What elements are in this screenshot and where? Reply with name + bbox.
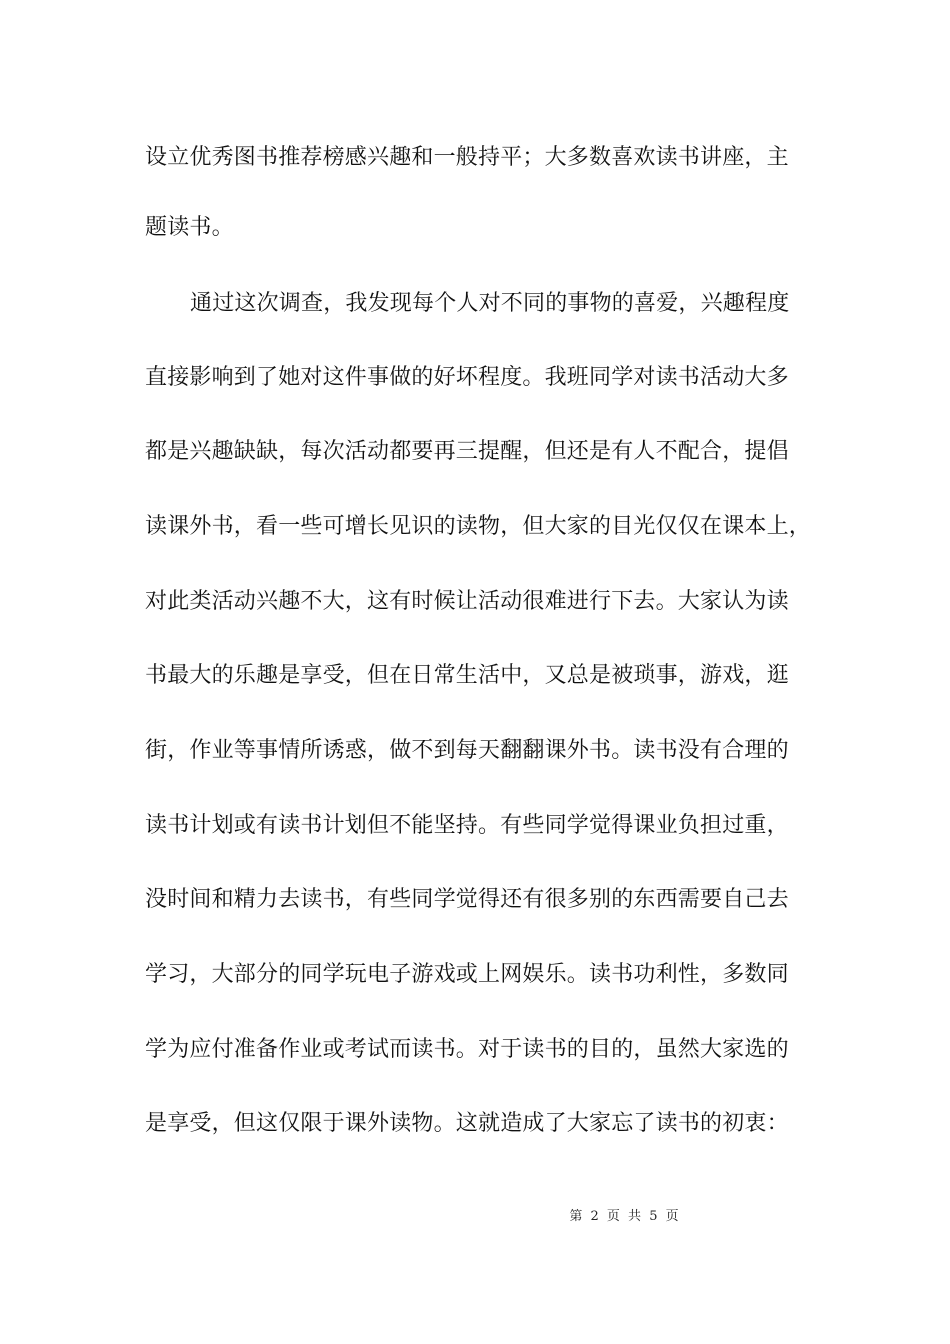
paragraph-line-1: 设立优秀图书推荐榜感兴趣和一般持平；大多数喜欢读书讲座，主 <box>145 145 789 170</box>
page-number: 第 2 页 共 5 页 <box>569 1209 681 1224</box>
page-footer <box>0 1208 950 1226</box>
paragraph-line-6: 读课外书，看一些可增长见识的读物，但大家的目光仅仅在课本上， <box>145 514 812 539</box>
paragraph-line-2: 题读书。 <box>145 215 234 240</box>
paragraph-line-14: 是享受，但这仅限于课外读物。这就造成了大家忘了读书的初衷： <box>145 1111 789 1136</box>
paragraph-line-12: 学习，大部分的同学玩电子游戏或上网娱乐。读书功利性，多数同 <box>145 962 789 987</box>
paragraph-line-11: 没时间和精力去读书，有些同学觉得还有很多别的东西需要自己去 <box>145 887 789 912</box>
paragraph-line-3: 通过这次调查，我发现每个人对不同的事物的喜爱，兴趣程度 <box>190 291 790 316</box>
paragraph-line-13: 学为应付准备作业或考试而读书。对于读书的目的，虽然大家选的 <box>145 1037 789 1062</box>
paragraph-line-10: 读书计划或有读书计划但不能坚持。有些同学觉得课业负担过重， <box>145 813 789 838</box>
paragraph-line-5: 都是兴趣缺缺，每次活动都要再三提醒，但还是有人不配合，提倡 <box>145 439 789 464</box>
paragraph-line-8: 书最大的乐趣是享受，但在日常生活中，又总是被琐事，游戏，逛 <box>145 663 789 688</box>
paragraph-line-9: 街，作业等事情所诱惑，做不到每天翻翻课外书。读书没有合理的 <box>145 738 789 763</box>
paragraph-line-7: 对此类活动兴趣不大，这有时候让活动很难进行下去。大家认为读 <box>145 589 789 614</box>
paragraph-line-4: 直接影响到了她对这件事做的好坏程度。我班同学对读书活动大多 <box>145 365 789 390</box>
